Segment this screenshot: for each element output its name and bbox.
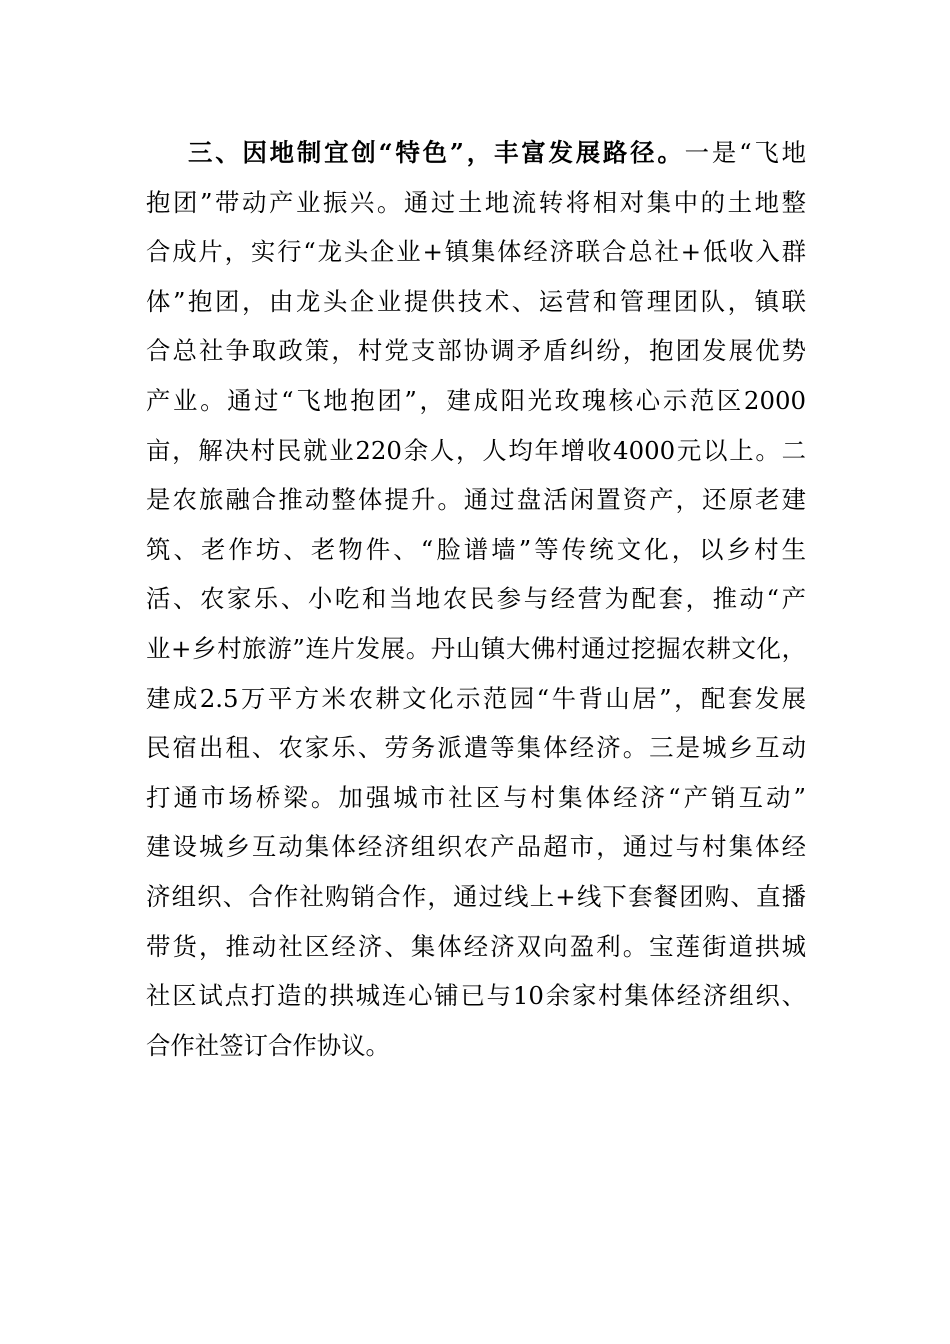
paragraph-line: 民宿出租、农家乐、劳务派遣等集体经济。三是城乡互动 bbox=[146, 733, 806, 763]
paragraph-line: 活、农家乐、小吃和当地农民参与经营为配套，推动“产 bbox=[146, 584, 806, 614]
paragraph-line: 建成2.5万平方米农耕文化示范园“牛背山居”，配套发展 bbox=[146, 683, 806, 713]
paragraph-line: 济组织、合作社购销合作，通过线上+线下套餐团购、直播 bbox=[146, 881, 806, 911]
paragraph-line: 亩，解决村民就业220余人，人均年增收4000元以上。二 bbox=[146, 435, 806, 465]
paragraph-line: 打通市场桥梁。加强城市社区与村集体经济“产销互动” bbox=[146, 782, 806, 812]
paragraph-line bbox=[146, 128, 806, 178]
paragraph-line: 是农旅融合推动整体提升。通过盘活闲置资产，还原老建 bbox=[146, 485, 806, 515]
paragraph-line: 业+乡村旅游”连片发展。丹山镇大佛村通过挖掘农耕文化， bbox=[146, 633, 806, 663]
paragraph-line: 合成片，实行“龙头企业+镇集体经济联合总社+低收入群 bbox=[146, 237, 806, 267]
line-text: 一是“飞地 bbox=[684, 138, 806, 167]
paragraph-line: 筑、老作坊、老物件、“脸谱墙”等传统文化，以乡村生 bbox=[146, 534, 806, 564]
paragraph-line: 建设城乡互动集体经济组织农产品超市，通过与村集体经 bbox=[146, 832, 806, 862]
paragraph-line: 合作社签订合作协议。 bbox=[146, 1030, 390, 1060]
section-heading: 三、因地制宜创“特色”，丰富发展路径。 bbox=[188, 138, 685, 167]
paragraph-line: 抱团”带动产业振兴。通过土地流转将相对集中的土地整 bbox=[146, 187, 806, 217]
paragraph-line: 社区试点打造的拱城连心铺已与10余家村集体经济组织、 bbox=[146, 981, 806, 1011]
body-paragraph bbox=[146, 128, 806, 1070]
paragraph-line: 产业。通过“飞地抱团”，建成阳光玫瑰核心示范区2000 bbox=[146, 385, 806, 415]
paragraph-line: 体”抱团，由龙头企业提供技术、运营和管理团队，镇联 bbox=[146, 286, 806, 316]
paragraph-line: 合总社争取政策，村党支部协调矛盾纠纷，抱团发展优势 bbox=[146, 336, 806, 366]
paragraph-line: 带货，推动社区经济、集体经济双向盈利。宝莲街道拱城 bbox=[146, 931, 806, 961]
